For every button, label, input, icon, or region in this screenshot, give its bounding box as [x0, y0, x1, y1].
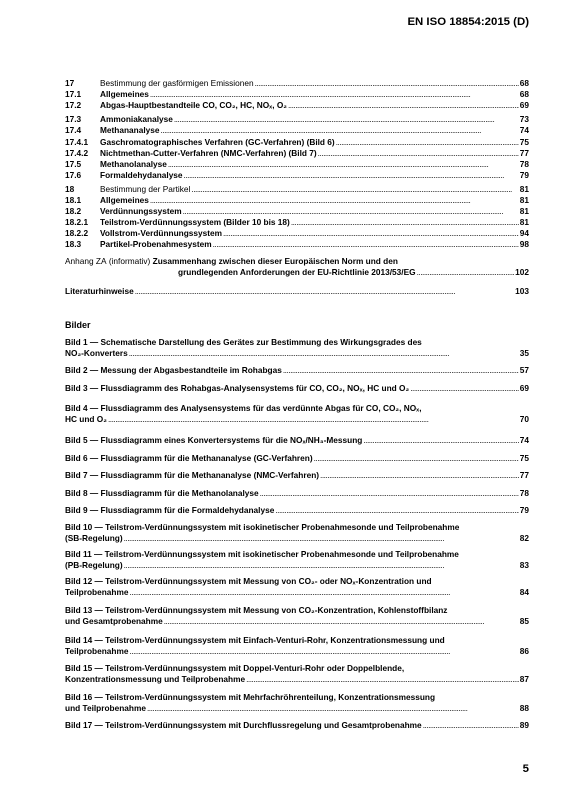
figure-entry-body	[65, 505, 529, 516]
figure-entry-body	[65, 435, 529, 446]
leader-dots	[168, 159, 519, 170]
toc-page-number: 81	[519, 195, 529, 205]
figure-entry-body	[65, 692, 529, 714]
figure-title-line-1: Bild 15 — Teilstrom-Verdünnungssystem mit Doppel-Venturi-Rohr oder Doppelblende,	[65, 663, 405, 673]
toc-entry	[65, 100, 529, 111]
literature-body	[65, 286, 529, 297]
leader-dots	[191, 184, 518, 195]
annex-line-2-wrap	[178, 267, 529, 278]
toc-leader-row	[65, 470, 529, 481]
figure-entry	[65, 635, 529, 657]
toc-entry	[65, 114, 529, 125]
toc-entry-body	[100, 125, 529, 136]
figure-entry	[65, 470, 529, 481]
toc-entry-title: Allgemeines	[100, 195, 149, 205]
toc-leader-row	[100, 100, 529, 111]
toc-leader-row	[100, 217, 529, 228]
figure-entry	[65, 383, 529, 394]
toc-entry-number: 18.3	[65, 239, 82, 249]
toc-leader-row	[100, 137, 529, 148]
leader-dots	[174, 114, 519, 125]
leader-dots	[223, 228, 519, 239]
toc-entry-body	[100, 206, 529, 217]
figure-title-line-2: (PB-Regelung)	[65, 560, 123, 570]
annex-prefix: Anhang ZA	[65, 256, 107, 266]
leader-dots	[108, 414, 519, 425]
toc-page-number: 94	[519, 228, 529, 238]
figure-title-line-1: Bild 1 — Schematische Darstellung des Gerätes zur Bestimmung des Wirkungsgrades des	[65, 337, 422, 347]
leader-dots	[291, 217, 519, 228]
leader-dots	[318, 148, 519, 159]
figure-title-line-2: und Gesamtprobenahme	[65, 616, 163, 626]
figure-entry-body	[65, 549, 529, 571]
leader-dots	[423, 720, 519, 731]
toc-leader-row	[65, 646, 529, 657]
literature-entry	[65, 286, 529, 297]
leader-dots	[320, 470, 519, 481]
toc-entry-body	[100, 89, 529, 100]
figure-entry	[65, 605, 529, 627]
toc-entry	[65, 217, 529, 228]
toc-leader-row	[65, 616, 529, 627]
toc-page-number: 57	[519, 365, 529, 375]
annex-title-1: Zusammenhang zwischen dieser Europäischen Norm und den	[152, 256, 398, 266]
figure-title: Bild 6 — Flussdiagramm für die Methananalyse (GC-Verfahren)	[65, 453, 313, 463]
toc-leader-row	[100, 228, 529, 239]
toc-page-number: 77	[519, 148, 529, 158]
toc-entry-number: 18.2	[65, 206, 82, 216]
figure-entry	[65, 720, 529, 731]
toc-leader-row	[100, 206, 529, 217]
toc-entry	[65, 206, 529, 217]
toc-leader-row	[65, 703, 529, 714]
toc-leader-row	[100, 184, 529, 195]
toc-entry-title: Ammoniakanalyse	[100, 114, 173, 124]
figure-entry	[65, 365, 529, 376]
leader-dots	[129, 348, 519, 359]
toc-page-number: 85	[519, 616, 529, 626]
toc-page-number: 81	[519, 217, 529, 227]
toc-leader-row	[100, 125, 529, 136]
toc-entry-title: Nichtmethan-Cutter-Verfahren (NMC-Verfahren) (Bild 7)	[100, 148, 317, 158]
toc-leader-row	[100, 114, 529, 125]
toc-entry-number: 17.4	[65, 125, 82, 135]
annex-line-1	[65, 256, 529, 267]
annex-body	[65, 256, 529, 278]
toc-page-number: 84	[519, 587, 529, 597]
toc-page-number: 68	[519, 89, 529, 99]
figure-title: Bild 3 — Flussdiagramm des Rohabgas-Analysensystems für CO, CO₂, NOₓ, HC und O₂	[65, 383, 410, 393]
figure-entry-body	[65, 403, 529, 425]
figure-entry-body	[65, 635, 529, 657]
figure-title-line-2: und Teilprobenahme	[65, 703, 146, 713]
figure-entry	[65, 663, 529, 685]
toc-page-number: 98	[519, 239, 529, 249]
toc-entry-body	[100, 170, 529, 181]
figure-entry	[65, 505, 529, 516]
toc-leader-row	[65, 348, 529, 359]
figure-title: Bild 2 — Messung der Abgasbestandteile im Rohabgas	[65, 365, 282, 375]
annex-entry	[65, 256, 529, 278]
leader-dots	[336, 137, 519, 148]
toc-leader-row	[65, 533, 529, 544]
toc-page-number: 35	[519, 348, 529, 358]
toc-entry-number: 18	[65, 184, 75, 194]
leader-dots	[213, 239, 519, 250]
figure-entry-body	[65, 470, 529, 481]
toc-entry	[65, 89, 529, 100]
toc-entry	[65, 125, 529, 136]
toc-leader-row	[65, 587, 529, 598]
toc-entry-body	[100, 100, 529, 111]
toc-entry-number: 18.2.1	[65, 217, 89, 227]
leader-dots	[246, 674, 519, 685]
figure-entry-body	[65, 488, 529, 499]
figure-entry-body	[65, 720, 529, 731]
toc-entry	[65, 228, 529, 239]
toc-leader-row	[65, 365, 529, 376]
figure-entry	[65, 522, 529, 544]
toc-entry-number: 18.2.2	[65, 228, 89, 238]
toc-leader-row	[65, 720, 529, 731]
figure-entry	[65, 692, 529, 714]
toc-page-number: 89	[519, 720, 529, 730]
toc-page-number: 78	[519, 159, 529, 169]
toc-leader-row	[65, 560, 529, 571]
toc-entry-number: 17.1	[65, 89, 82, 99]
toc-entry-body	[100, 78, 529, 89]
literature-title: Literaturhinweise	[65, 286, 134, 296]
leader-dots	[160, 125, 518, 136]
toc-entry-title: Verdünnungssystem	[100, 206, 182, 216]
toc-page-number: 69	[519, 100, 529, 110]
toc-entry-number: 18.1	[65, 195, 82, 205]
toc-leader-row	[100, 159, 529, 170]
leader-dots	[275, 505, 518, 516]
figure-title: Bild 17 — Teilstrom-Verdünnungssystem mit Durchflussregelung und Gesamtprobenahme	[65, 720, 422, 730]
toc-entry-body	[100, 137, 529, 148]
toc-entry-body	[100, 195, 529, 206]
toc-entry	[65, 159, 529, 170]
toc-leader-row	[65, 674, 529, 685]
figure-entry-body	[65, 365, 529, 376]
figure-title-line-2: NO₂-Konverters	[65, 348, 128, 358]
toc-leader-row	[100, 239, 529, 250]
toc-entry	[65, 195, 529, 206]
toc-entry	[65, 170, 529, 181]
figure-entry-body	[65, 663, 529, 685]
toc-entry-body	[100, 114, 529, 125]
figure-title-line-1: Bild 4 — Flussdiagramm des Analysensystems für das verdünnte Abgas für CO, CO₂, NOₓ,	[65, 403, 422, 413]
leader-dots	[147, 703, 519, 714]
figure-title: Bild 8 — Flussdiagramm für die Methanolanalyse	[65, 488, 259, 498]
toc-entry-title: Gaschromatographisches Verfahren (GC-Verfahren) (Bild 6)	[100, 137, 335, 147]
figure-title-line-1: Bild 13 — Teilstrom-Verdünnungssystem mit Messung von CO₂-Konzentration, Kohlenstoffbilanz	[65, 605, 448, 615]
leader-dots	[124, 533, 519, 544]
figure-title: Bild 9 — Flussdiagramm für die Formaldehydanalyse	[65, 505, 275, 515]
leader-dots	[164, 616, 519, 627]
toc-leader-row	[65, 488, 529, 499]
toc-entry-title: Bestimmung der gasförmigen Emissionen	[100, 78, 254, 88]
toc-page-number: 81	[519, 184, 529, 194]
toc-entry-title: Formaldehydanalyse	[100, 170, 183, 180]
toc-entry-title: Abgas-Hauptbestandteile CO, CO₂, HC, NOₓ, O₂	[100, 100, 287, 110]
toc-page-number: 78	[519, 488, 529, 498]
leader-dots	[129, 646, 518, 657]
toc-page-number: 83	[519, 560, 529, 570]
figure-entry	[65, 403, 529, 425]
toc-page-number: 75	[519, 453, 529, 463]
toc-entry-body	[100, 228, 529, 239]
leader-dots	[410, 383, 519, 394]
toc-entry-title: Partikel-Probenahmesystem	[100, 239, 212, 249]
leader-dots	[184, 170, 519, 181]
leader-dots	[135, 286, 514, 297]
toc-page-number: 102	[515, 267, 529, 277]
annex-tag: (informativ)	[108, 256, 151, 266]
toc-page-number: 87	[519, 674, 529, 684]
toc-entry	[65, 184, 529, 195]
toc-entry-title: Bestimmung der Partikel	[100, 184, 191, 194]
figure-entry-body	[65, 605, 529, 627]
toc-page-number: 74	[519, 125, 529, 135]
toc-leader-row	[100, 78, 529, 89]
page-number: 5	[522, 763, 529, 775]
figure-entry	[65, 337, 529, 359]
leader-dots	[150, 89, 519, 100]
toc-page-number: 88	[519, 703, 529, 713]
figure-title-line-1: Bild 12 — Teilstrom-Verdünnungssystem mit Messung von CO₂- oder NOₓ-Konzentration und	[65, 576, 432, 586]
toc-entry-body	[100, 159, 529, 170]
figure-entry-body	[65, 383, 529, 394]
toc-entry-number: 17	[65, 78, 75, 88]
figure-entry	[65, 488, 529, 499]
leader-dots	[288, 100, 519, 111]
toc-page-number: 79	[519, 170, 529, 180]
figure-title-line-2: Teilprobenahme	[65, 646, 129, 656]
toc-page-number: 79	[519, 505, 529, 515]
leader-dots	[363, 435, 518, 446]
toc-leader-row	[100, 89, 529, 100]
toc-entry	[65, 78, 529, 89]
leader-dots	[260, 488, 519, 499]
toc-entry-number: 17.6	[65, 170, 82, 180]
toc-entry-body	[100, 148, 529, 159]
toc-entry-body	[100, 184, 529, 195]
toc-page-number: 75	[519, 137, 529, 147]
toc-page-number: 73	[519, 114, 529, 124]
toc-entry-number: 17.3	[65, 114, 82, 124]
toc-entry-title: Teilstrom-Verdünnungssystem (Bilder 10 bis 18)	[100, 217, 290, 227]
figure-title-line-2: (SB-Regelung)	[65, 533, 123, 543]
leader-dots	[417, 267, 515, 278]
figure-entry-body	[65, 337, 529, 359]
figure-title-line-1: Bild 11 — Teilstrom-Verdünnungssystem mit isokinetischer Probenahmesonde und Teilprobenahme	[65, 549, 459, 559]
toc-page-number: 69	[519, 383, 529, 393]
figure-title: Bild 7 — Flussdiagramm für die Methananalyse (NMC-Verfahren)	[65, 470, 320, 480]
toc-entry-title: Allgemeines	[100, 89, 149, 99]
toc-entry-number: 17.5	[65, 159, 82, 169]
toc-page-number: 81	[519, 206, 529, 216]
toc-page-number: 70	[519, 414, 529, 424]
leader-dots	[255, 78, 519, 89]
toc-leader-row	[65, 453, 529, 464]
annex-title-2: grundlegenden Anforderungen der EU-Richtlinie 2013/53/EG	[178, 267, 416, 277]
leader-dots	[183, 206, 519, 217]
figure-title-line-1: Bild 14 — Teilstrom-Verdünnungssystem mit Einfach-Venturi-Rohr, Konzentrationsmessung und	[65, 635, 445, 645]
toc-entry	[65, 239, 529, 250]
figure-entry	[65, 435, 529, 446]
toc-leader-row	[65, 414, 529, 425]
leader-dots	[129, 587, 518, 598]
toc-leader-row	[178, 267, 529, 278]
toc-page-number: 82	[519, 533, 529, 543]
figure-entry-body	[65, 522, 529, 544]
toc-entry-title: Methanolanalyse	[100, 159, 167, 169]
toc-leader-row	[100, 148, 529, 159]
leader-dots	[124, 560, 519, 571]
figure-entry	[65, 549, 529, 571]
toc-entry-title: Vollstrom-Verdünnungssystem	[100, 228, 223, 238]
toc-entry-body	[100, 217, 529, 228]
toc-entry-number: 17.2	[65, 100, 82, 110]
toc-entry-body	[100, 239, 529, 250]
toc-page-number: 103	[515, 286, 529, 296]
figure-title-line-2: Teilprobenahme	[65, 587, 129, 597]
toc-entry-number: 17.4.1	[65, 137, 89, 147]
toc-entry	[65, 137, 529, 148]
figure-title: Bild 5 — Flussdiagramm eines Konvertersystems für die NOₓ/NH₃-Messung	[65, 435, 363, 445]
figure-title-line-2: HC und O₂	[65, 414, 107, 424]
toc-leader-row	[100, 195, 529, 206]
leader-dots	[283, 365, 519, 376]
toc-leader-row	[65, 286, 529, 297]
figures-heading: Bilder	[65, 320, 91, 330]
toc-leader-row	[65, 505, 529, 516]
document-id-header: EN ISO 18854:2015 (D)	[407, 16, 529, 28]
toc-entry-number: 17.4.2	[65, 148, 89, 158]
figure-entry	[65, 453, 529, 464]
toc-page-number: 86	[519, 646, 529, 656]
toc-page-number: 74	[519, 435, 529, 445]
figure-entry-body	[65, 453, 529, 464]
toc-entry-title: Methananalyse	[100, 125, 160, 135]
toc-page-number: 68	[519, 78, 529, 88]
figure-entry	[65, 576, 529, 598]
toc-page-number: 77	[519, 470, 529, 480]
figure-title-line-1: Bild 10 — Teilstrom-Verdünnungssystem mit isokinetischer Probenahmesonde und Teilprobenahme	[65, 522, 460, 532]
figure-entry-body	[65, 576, 529, 598]
leader-dots	[314, 453, 519, 464]
toc-entry	[65, 148, 529, 159]
toc-leader-row	[65, 383, 529, 394]
toc-leader-row	[100, 170, 529, 181]
leader-dots	[150, 195, 519, 206]
figure-title-line-1: Bild 16 — Teilstrom-Verdünnungssystem mit Mehrfachröhrenteilung, Konzentrationsmessung	[65, 692, 436, 702]
figure-title-line-2: Konzentrationsmessung und Teilprobenahme	[65, 674, 246, 684]
toc-leader-row	[65, 435, 529, 446]
